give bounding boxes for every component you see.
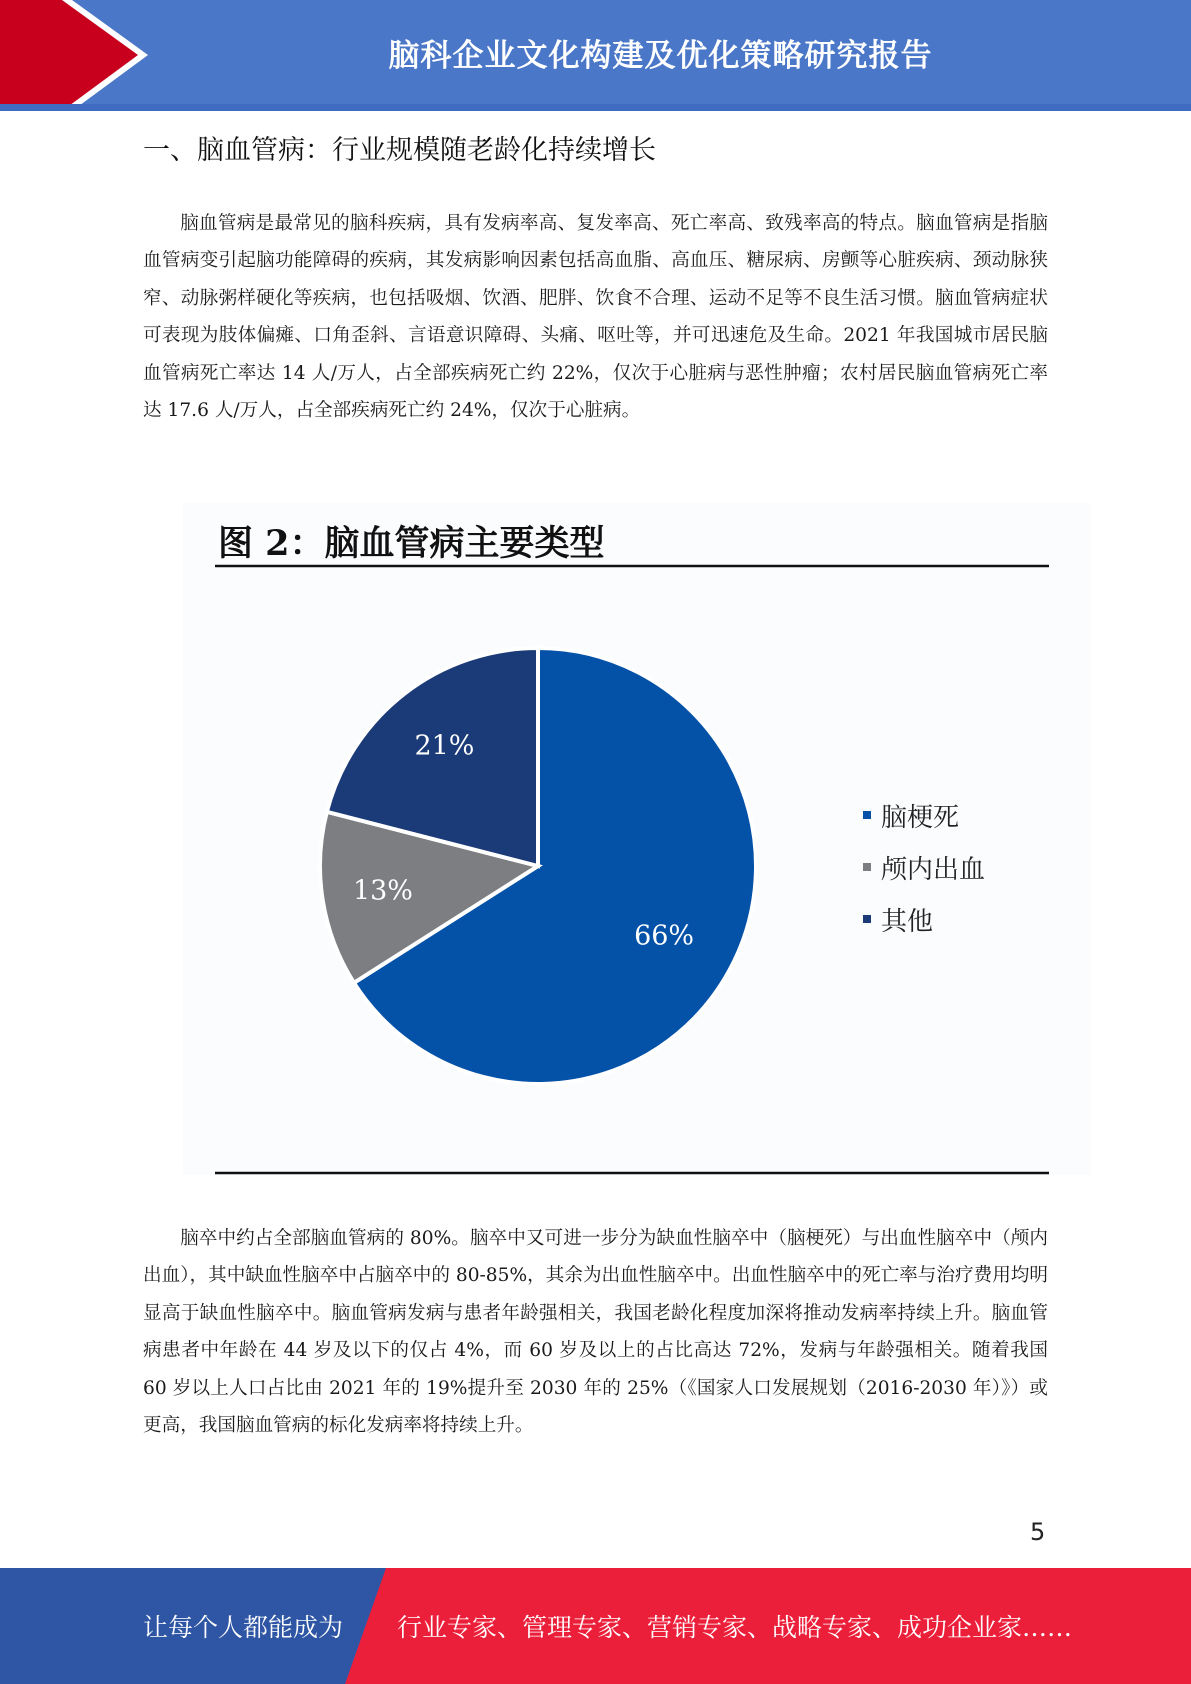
footer-slogan-left: 让每个人都能成为 [143,1613,344,1642]
header-band [0,0,1191,111]
section-heading: 一、脑血管病：行业规模随老龄化持续增长 [143,135,656,166]
header-underline [0,104,1191,111]
pie-chart-svg [183,503,1091,1175]
page-number: 5 [1030,1518,1046,1546]
legend-label-2: 颅内出血 [881,855,986,885]
legend-swatch-3 [863,915,871,923]
body-paragraph-1: 脑血管病是最常见的脑科疾病，具有发病率高、复发率高、死亡率高、致残率高的特点。脑血管病是指脑血管病变引起脑功能障碍的疾病，其发病影响因素包括高血脂、高血压、糖尿病、房颤等心脏疾病、颈动脉狭窄、动脉粥样硬化等疾病，也包括吸烟、饮酒、肥胖、饮食不合理、运动不足等不良生活习惯。脑血管病症状可表现为肢体偏瘫、口角歪斜、言语意识障碍、头痛、呕吐等，并可迅速危及生命。2021 年我国城市居民脑血管病死亡率达 14 人/万人，占全部疾病死亡约 22%，仅次于心脏病与恶性肿瘤；农村居民脑血管病死亡率达 17.6 人/万人，占全部疾病死亡约 24%，仅次于心脏病。 [143,213,1048,422]
legend-label-3: 其他 [881,907,934,937]
legend-swatch-2 [863,863,871,871]
pie-data-label-2: 13% [352,875,413,907]
chart-legend [863,803,985,937]
pie-data-label-3: 21% [414,730,475,762]
body-paragraph-2: 脑卒中约占全部脑血管病的 80%。脑卒中又可进一步分为缺血性脑卒中（脑梗死）与出血性脑卒中（颅内出血），其中缺血性脑卒中占脑卒中的 80-85%，其余为出血性脑卒中。出血性脑卒中的死亡率与治疗费用均明显高于缺血性脑卒中。脑血管病发病与患者年龄强相关，我国老龄化程度加深将推动发病率持续上升。脑血管病患者中年龄在 44 岁及以下的仅占 4%，而 60 岁及以上的占比高达 72%，发病与年龄强相关。随着我国 60 岁以上人口占比由 2021 年的 19%提升至 2030 年的 25%（《国家人口发展规划（2016-2030 年）》）或更高，我国脑血管病的标化发病率将持续上升。 [143,1228,1048,1437]
report-title: 脑科企业文化构建及优化策略研究报告 [388,37,933,74]
footer-slogan-right: 行业专家、管理专家、营销专家、战略专家、成功企业家…… [397,1613,1073,1642]
header-chevron-decoration [0,0,160,111]
pie-group [320,648,756,1084]
pie-data-label-1: 66% [634,920,695,952]
footer-band [0,1568,1191,1684]
chart-title: 图 2：脑血管病主要类型 [218,523,605,564]
legend-label-1: 脑梗死 [881,803,960,833]
legend-swatch-1 [863,811,871,819]
figure-pie-chart [183,503,1091,1175]
